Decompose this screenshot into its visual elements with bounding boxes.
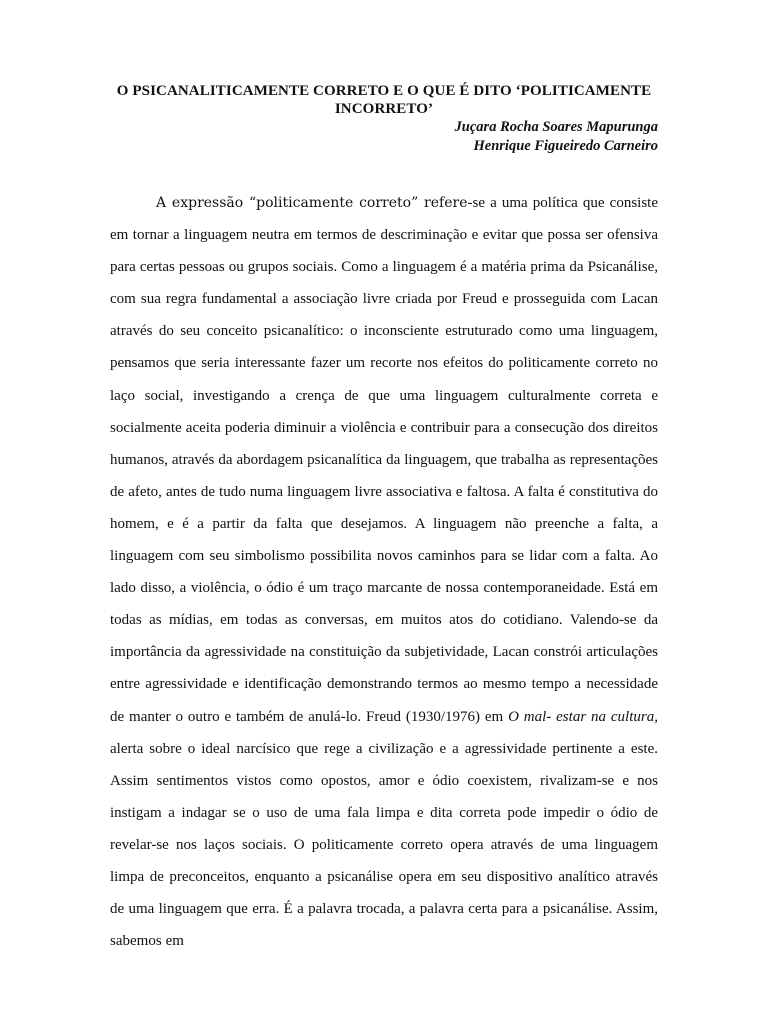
- body-paragraph: [110, 187, 658, 957]
- document-page: [110, 82, 658, 972]
- author-name: Juçara Rocha Soares Mapurunga: [454, 119, 658, 135]
- paragraph-text-continued: , alerta sobre o ideal narcísico que rege a civilização e a agressividade pertinente a este. Assim sentimentos vistos como opostos, amor e ódio coexistem, rivalizam-se e nos instigam a indagar se o uso de uma fala limpa e dita correta pode impedir o ódio de revelar-se nos laços sociais. O politicamente correto opera através de uma linguagem limpa de preconceitos, enquanto a psicanálise opera em seu dispositivo analítico através de uma linguagem que erra. É a palavra trocada, a palavra certa para a psicanálise. Assim, sabemos em: [110, 708, 658, 950]
- author-list: [110, 118, 658, 156]
- paragraph-text: -se a uma política que consiste em tornar a linguagem neutra em termos de descriminação e evitar que possa ser ofensiva para certas pessoas ou grupos sociais. Como a linguagem é a matéria prima da Psicanálise, com sua regra fundamental a associação livre criada por Freud e prosseguida com Lacan através do seu conceito psicanalítico: o inconsciente estruturado como uma linguagem, pensamos que seria interessante fazer um recorte nos efeitos do politicamente correto no laço social, investigando a crença de que uma linguagem culturalmente correta e socialmente aceita poderia diminuir a violência e contribuir para a consecução dos direitos humanos, através da abordagem psicanalítica da linguagem, que trabalha as representações de afeto, antes de tudo numa linguagem livre associativa e faltosa. A falta é constitutiva do homem, e é a partir da falta que desejamos. A linguagem não preenche a falta, a linguagem com seu simbolismo possibilita novos caminhos para se lidar com a falta. Ao lado disso, a violência, o ódio é um traço marcante de nossa contemporaneidade. Está em todas as mídias, em todas as conversas, em muitos atos do cotidiano. Valendo-se da importância da agressividade na constituição da subjetividade, Lacan constrói articulações entre agressividade e identificação demonstrando termos ao mesmo tempo a necessidade de manter o outro e também de anulá-lo. Freud (1930/1976) em: [110, 195, 658, 725]
- paragraph-lead: A expressão “politicamente correto” refere: [156, 195, 468, 211]
- document-title: O PSICANALITICAMENTE CORRETO E O QUE É DITO ‘POLITICAMENTE INCORRETO’: [116, 83, 652, 117]
- cited-work-title: O mal- estar na cultura: [508, 708, 655, 725]
- author-name: Henrique Figueiredo Carneiro: [473, 138, 658, 154]
